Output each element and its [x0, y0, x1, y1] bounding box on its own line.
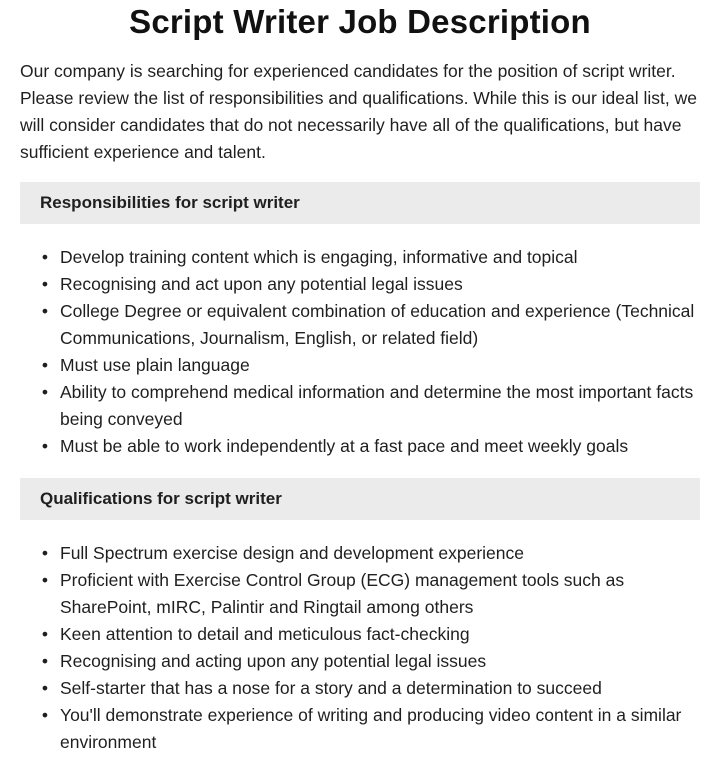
list-item-text: Proficient with Exercise Control Group (ECG) management tools such as SharePoint, mIRC, Palintir and Ringtail among others [60, 570, 625, 617]
list-item [41, 433, 700, 460]
bullet-icon: • [41, 570, 49, 590]
list-item [41, 271, 700, 298]
list-item [41, 298, 700, 352]
bullet-icon: • [41, 543, 49, 563]
bullet-icon: • [41, 651, 49, 671]
list-item-text: Must be able to work independently at a fast pace and meet weekly goals [60, 436, 629, 456]
bullet-icon: • [41, 247, 49, 267]
qualifications-heading: Qualifications for script writer [20, 478, 700, 520]
list-item-text: Must use plain language [60, 355, 250, 375]
qualifications-list [20, 540, 700, 756]
list-item-text: Ability to comprehend medical information and determine the most important facts being conveyed [60, 382, 694, 429]
bullet-icon: • [41, 274, 49, 294]
responsibilities-list [20, 244, 700, 460]
list-item [41, 648, 700, 675]
list-item [41, 244, 700, 271]
list-item-text: Recognising and acting upon any potential legal issues [60, 651, 487, 671]
page-title: Script Writer Job Description [129, 3, 591, 40]
bullet-icon: • [41, 436, 49, 456]
list-item [41, 379, 700, 433]
list-item [41, 352, 700, 379]
bullet-icon: • [41, 355, 49, 375]
list-item-text: College Degree or equivalent combination of education and experience (Technical Communications, Journalism, English, or related field) [60, 301, 695, 348]
list-item-text: Full Spectrum exercise design and development experience [60, 543, 525, 563]
list-item-text: Develop training content which is engaging, informative and topical [60, 247, 578, 267]
bullet-icon: • [41, 301, 49, 321]
list-item [41, 675, 700, 702]
list-item-text: Recognising and act upon any potential legal issues [60, 274, 463, 294]
list-item [41, 567, 700, 621]
bullet-icon: • [41, 705, 49, 725]
bullet-icon: • [41, 382, 49, 402]
list-item [41, 540, 700, 567]
list-item [41, 702, 700, 756]
bullet-icon: • [41, 678, 49, 698]
bullet-icon: • [41, 624, 49, 644]
list-item [41, 621, 700, 648]
list-item-text: Keen attention to detail and meticulous fact-checking [60, 624, 470, 644]
responsibilities-heading: Responsibilities for script writer [20, 182, 700, 224]
intro-paragraph: Our company is searching for experienced candidates for the position of script writer. Please review the list of responsibilities and qualifications. While this is our ideal list, we will consider candidates that do not necessarily have all of the qualifications, but have sufficient experience and talent. [20, 61, 697, 162]
list-item-text: Self-starter that has a nose for a story and a determination to succeed [60, 678, 602, 698]
list-item-text: You'll demonstrate experience of writing and producing video content in a similar environment [60, 705, 682, 752]
